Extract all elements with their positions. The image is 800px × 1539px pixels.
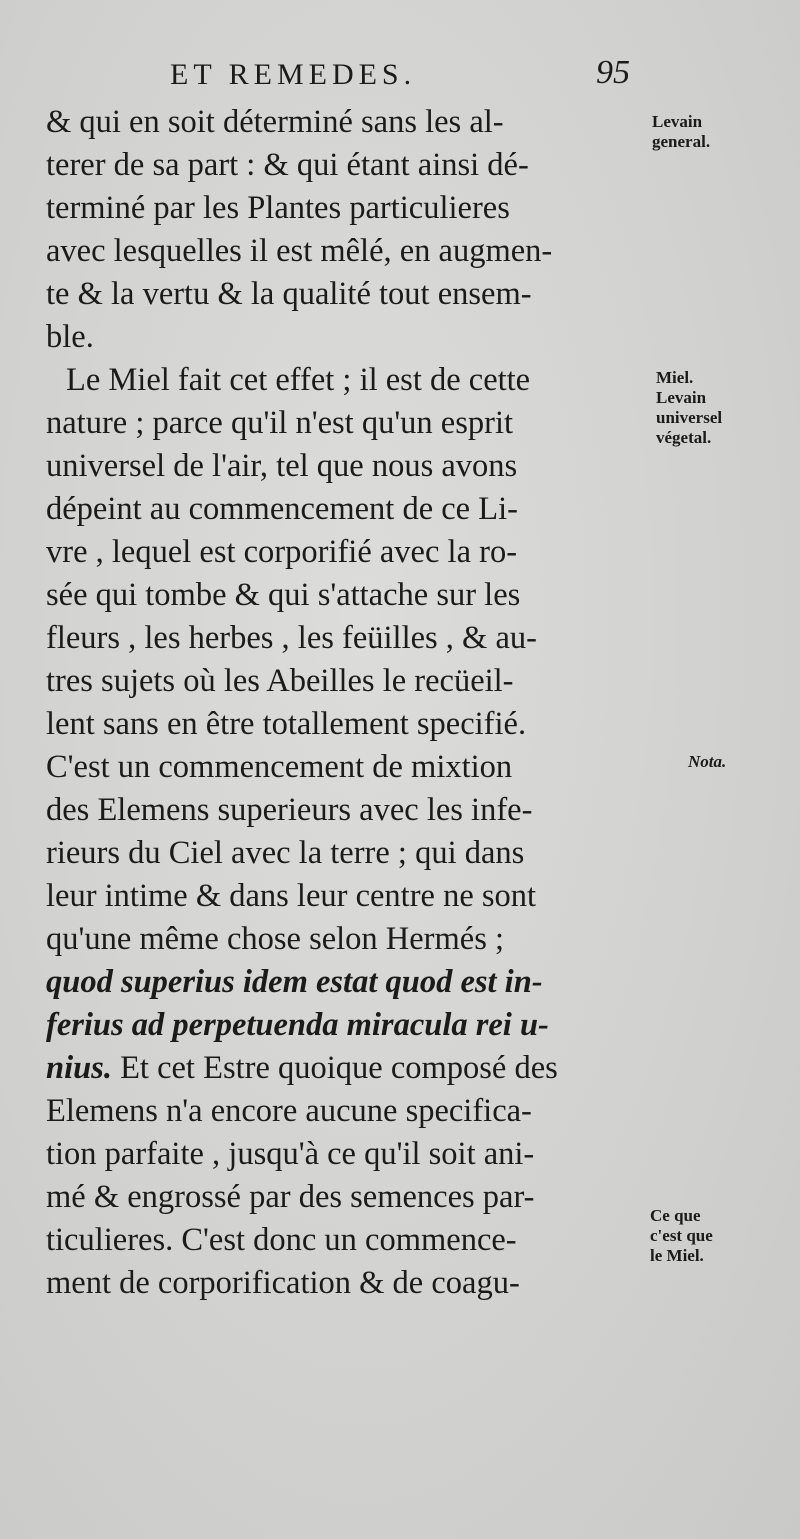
text-line: rieurs du Ciel avec la terre ; qui dans: [46, 835, 525, 871]
margin-note-miel-levain: Miel. Levain universel végetal.: [656, 368, 723, 447]
text-line: terminé par les Plantes particulieres: [46, 190, 510, 226]
margin-note-levain-general: Levain general.: [652, 112, 711, 151]
text-line: lent sans en être totallement specifié.: [46, 706, 527, 742]
text-line: universel de l'air, tel que nous avons: [46, 448, 518, 484]
latin-quote-line: ferius ad perpetuenda miracula rei u-: [46, 1007, 549, 1043]
text-line: te & la vertu & la qualité tout ensem-: [46, 276, 532, 312]
text-line: C'est un commencement de mixtion: [46, 749, 513, 785]
text-line: dépeint au commencement de ce Li-: [46, 491, 518, 527]
running-header: ET REMEDES.: [170, 58, 417, 91]
text-line: des Elemens superieurs avec les infe-: [46, 792, 533, 828]
text-line: Le Miel fait cet effet ; il est de cette: [66, 362, 531, 398]
text-line: avec lesquelles il est mêlé, en augmen-: [46, 233, 553, 269]
text-line: qu'une même chose selon Hermés ;: [46, 921, 505, 957]
text-line: mé & engrossé par des semences par-: [46, 1179, 535, 1215]
text-line: ble.: [46, 319, 94, 355]
margin-note-nota: Nota.: [688, 752, 727, 771]
text-line: terer de sa part : & qui étant ainsi dé-: [46, 147, 529, 183]
text-line: sée qui tombe & qui s'attache sur les: [46, 577, 521, 613]
text-line: leur intime & dans leur centre ne sont: [46, 878, 537, 914]
text-line: vre , lequel est corporifié avec la ro-: [46, 534, 518, 570]
text-line: tion parfaite , jusqu'à ce qu'il soit ani-: [46, 1136, 535, 1172]
text-line: & qui en soit déterminé sans les al-: [46, 104, 504, 140]
text-line: nius. Et cet Estre quoique composé des: [46, 1050, 558, 1086]
text-line: Elemens n'a encore aucune specifica-: [46, 1093, 532, 1129]
body-text: [46, 101, 638, 1305]
page-number: 95: [596, 54, 630, 91]
latin-quote-line: quod superius idem estat quod est in-: [46, 964, 543, 1000]
text-line: ment de corporification & de coagu-: [46, 1265, 520, 1301]
text-line: tres sujets où les Abeilles le recüeil-: [46, 663, 514, 699]
text-line: nature ; parce qu'il n'est qu'un esprit: [46, 405, 514, 441]
text-line: ticulieres. C'est donc un commence-: [46, 1222, 517, 1258]
margin-note-ce-que: Ce que c'est que le Miel.: [650, 1206, 713, 1265]
text-line: fleurs , les herbes , les feüilles , & au-: [46, 620, 537, 656]
